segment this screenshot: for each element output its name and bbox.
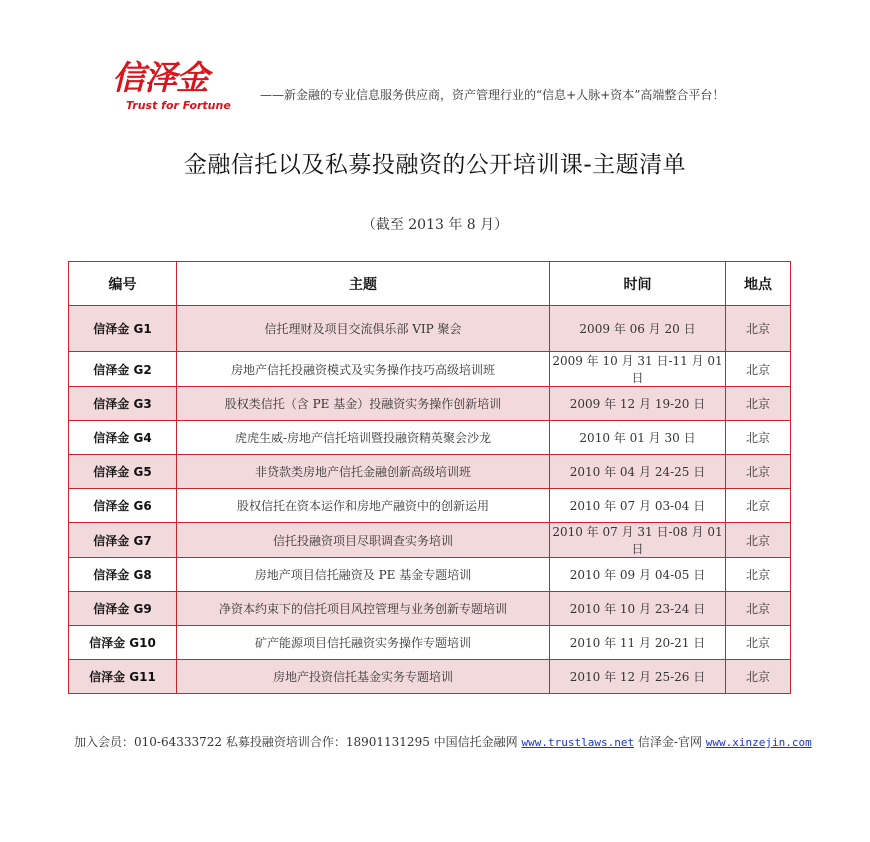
cell-code: 信泽金 G9 xyxy=(69,592,177,626)
header-topic: 主题 xyxy=(177,262,550,306)
cell-place: 北京 xyxy=(726,626,791,660)
cell-date: 2009 年 06 月 20 日 xyxy=(550,306,726,352)
cell-date: 2009 年 12 月 19-20 日 xyxy=(550,387,726,421)
cell-date: 2010 年 07 月 31 日-08 月 01 日 xyxy=(550,523,726,558)
cell-date: 2010 年 07 月 03-04 日 xyxy=(550,489,726,523)
cell-topic: 净资本约束下的信托项目风控管理与业务创新专题培训 xyxy=(177,592,550,626)
header-place: 地点 xyxy=(726,262,791,306)
cell-topic: 虎虎生威-房地产信托培训暨投融资精英聚会沙龙 xyxy=(177,421,550,455)
cell-code: 信泽金 G6 xyxy=(69,489,177,523)
cell-code: 信泽金 G7 xyxy=(69,523,177,558)
company-logo xyxy=(112,52,232,122)
table-row xyxy=(69,489,791,523)
table-header-row xyxy=(69,262,791,306)
table-row xyxy=(69,592,791,626)
table-row xyxy=(69,523,791,558)
cell-date: 2009 年 10 月 31 日-11 月 01 日 xyxy=(550,352,726,387)
cell-code: 信泽金 G8 xyxy=(69,558,177,592)
cell-place: 北京 xyxy=(726,421,791,455)
cell-place: 北京 xyxy=(726,523,791,558)
cell-place: 北京 xyxy=(726,306,791,352)
cell-date: 2010 年 09 月 04-05 日 xyxy=(550,558,726,592)
cell-date: 2010 年 10 月 23-24 日 xyxy=(550,592,726,626)
table-row xyxy=(69,558,791,592)
cell-code: 信泽金 G5 xyxy=(69,455,177,489)
cell-code: 信泽金 G3 xyxy=(69,387,177,421)
header-code: 编号 xyxy=(69,262,177,306)
table-row xyxy=(69,387,791,421)
page-title: 金融信托以及私募投融资的公开培训课-主题清单 xyxy=(183,152,687,178)
table-row xyxy=(69,352,791,387)
trustlaws-link[interactable]: www.trustlaws.net xyxy=(521,736,635,749)
cell-place: 北京 xyxy=(726,387,791,421)
cell-date: 2010 年 11 月 20-21 日 xyxy=(550,626,726,660)
table-row xyxy=(69,455,791,489)
cell-place: 北京 xyxy=(726,352,791,387)
footer xyxy=(74,733,812,750)
cell-topic: 房地产项目信托融资及 PE 基金专题培训 xyxy=(177,558,550,592)
table-row xyxy=(69,421,791,455)
cell-date: 2010 年 04 月 24-25 日 xyxy=(550,455,726,489)
table-row xyxy=(69,306,791,352)
slogan: ——新金融的专业信息服务供应商，资产管理行业的“信息+人脉+资本”高端整合平台！ xyxy=(260,88,725,102)
logo-mark: 信泽金 xyxy=(112,58,208,97)
cell-topic: 股权类信托（含 PE 基金）投融资实务操作创新培训 xyxy=(177,387,550,421)
cell-topic: 信托理财及项目交流俱乐部 VIP 聚会 xyxy=(177,306,550,352)
table-row xyxy=(69,626,791,660)
cell-date: 2010 年 01 月 30 日 xyxy=(550,421,726,455)
cell-code: 信泽金 G10 xyxy=(69,626,177,660)
footer-contact: 加入会员：010-64333722 私募投融资培训合作：18901131295 中国信托金融网 xyxy=(74,735,518,749)
table-row xyxy=(69,660,791,694)
cell-place: 北京 xyxy=(726,592,791,626)
logo-tagline: Trust for Fortune xyxy=(126,99,231,112)
footer-official-site-label: 信泽金-官网 xyxy=(637,735,702,749)
topics-table xyxy=(68,261,791,694)
cell-code: 信泽金 G2 xyxy=(69,352,177,387)
cell-code: 信泽金 G11 xyxy=(69,660,177,694)
cell-code: 信泽金 G4 xyxy=(69,421,177,455)
cell-topic: 股权信托在资本运作和房地产融资中的创新运用 xyxy=(177,489,550,523)
cell-place: 北京 xyxy=(726,489,791,523)
xinzejin-link[interactable]: www.xinzejin.com xyxy=(705,736,812,749)
cell-code: 信泽金 G1 xyxy=(69,306,177,352)
cell-date: 2010 年 12 月 25-26 日 xyxy=(550,660,726,694)
cell-topic: 非贷款类房地产信托金融创新高级培训班 xyxy=(177,455,550,489)
cell-topic: 矿产能源项目信托融资实务操作专题培训 xyxy=(177,626,550,660)
page-subtitle: （截至 2013 年 8 月） xyxy=(361,217,509,233)
cell-topic: 信托投融资项目尽职调查实务培训 xyxy=(177,523,550,558)
cell-topic: 房地产信托投融资模式及实务操作技巧高级培训班 xyxy=(177,352,550,387)
cell-place: 北京 xyxy=(726,455,791,489)
header-date: 时间 xyxy=(550,262,726,306)
cell-topic: 房地产投资信托基金实务专题培训 xyxy=(177,660,550,694)
cell-place: 北京 xyxy=(726,558,791,592)
cell-place: 北京 xyxy=(726,660,791,694)
